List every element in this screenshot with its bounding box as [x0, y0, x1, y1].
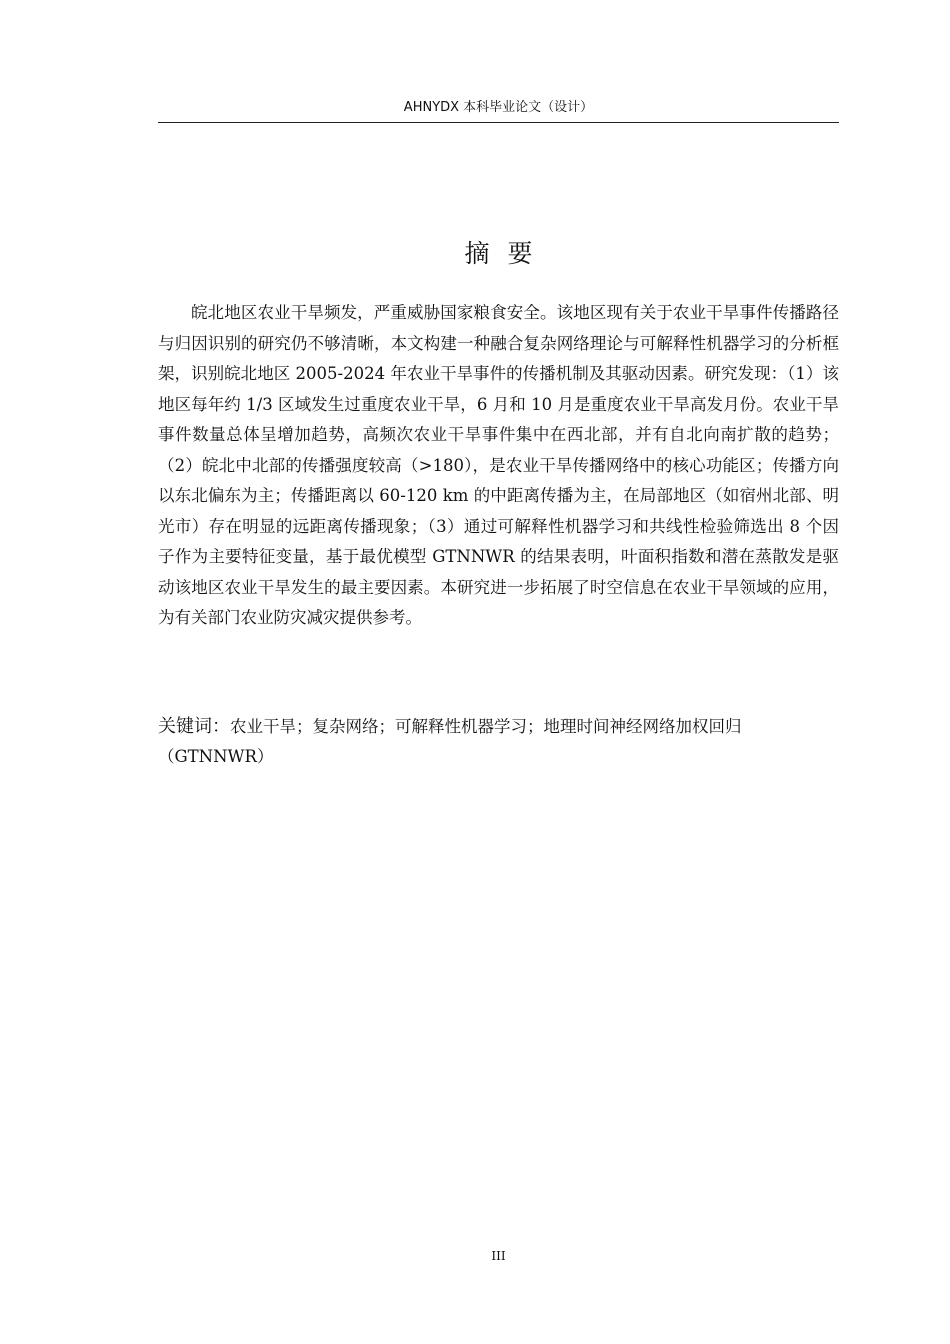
- abstract-body: 皖北地区农业干旱频发，严重威胁国家粮食安全。该地区现有关于农业干旱事件传播路径与归因识别的研究仍不够清晰，本文构建一种融合复杂网络理论与可解释性机器学习的分析框架，识别皖北地区 2005-2024 年农业干旱事件的传播机制及其驱动因素。研究发现：（1）该地区每年约 1/3 区域发生过重度农业干旱，6 月和 10 月是重度农业干旱高发月份。农业干旱事件数量总体呈增加趋势，高频次农业干旱事件集中在西北部，并有自北向南扩散的趋势；（2）皖北中北部的传播强度较高（>180），是农业干旱传播网络中的核心功能区；传播方向以东北偏东为主；传播距离以 60-120 km 的中距离传播为主，在局部地区（如宿州北部、明光市）存在明显的远距离传播现象；（3）通过可解释性机器学习和共线性检验筛选出 8 个因子作为主要特征变量，基于最优模型 GTNNWR 的结果表明，叶面积指数和潜在蒸散发是驱动该地区农业干旱发生的最主要因素。本研究进一步拓展了时空信息在农业干旱领域的应用，为有关部门农业防灾减灾提供参考。: [158, 303, 839, 627]
- keywords-label: 关键词：: [158, 716, 230, 737]
- page-header: [158, 98, 839, 123]
- keywords-section: [158, 712, 828, 772]
- keywords-text: 农业干旱；复杂网络；可解释性机器学习；地理时间神经网络加权回归（GTNNWR）: [158, 717, 742, 766]
- abstract-title: 摘要: [464, 239, 551, 268]
- page-number: III: [491, 1249, 506, 1263]
- header-text: AHNYDX 本科毕业论文（设计）: [403, 100, 594, 115]
